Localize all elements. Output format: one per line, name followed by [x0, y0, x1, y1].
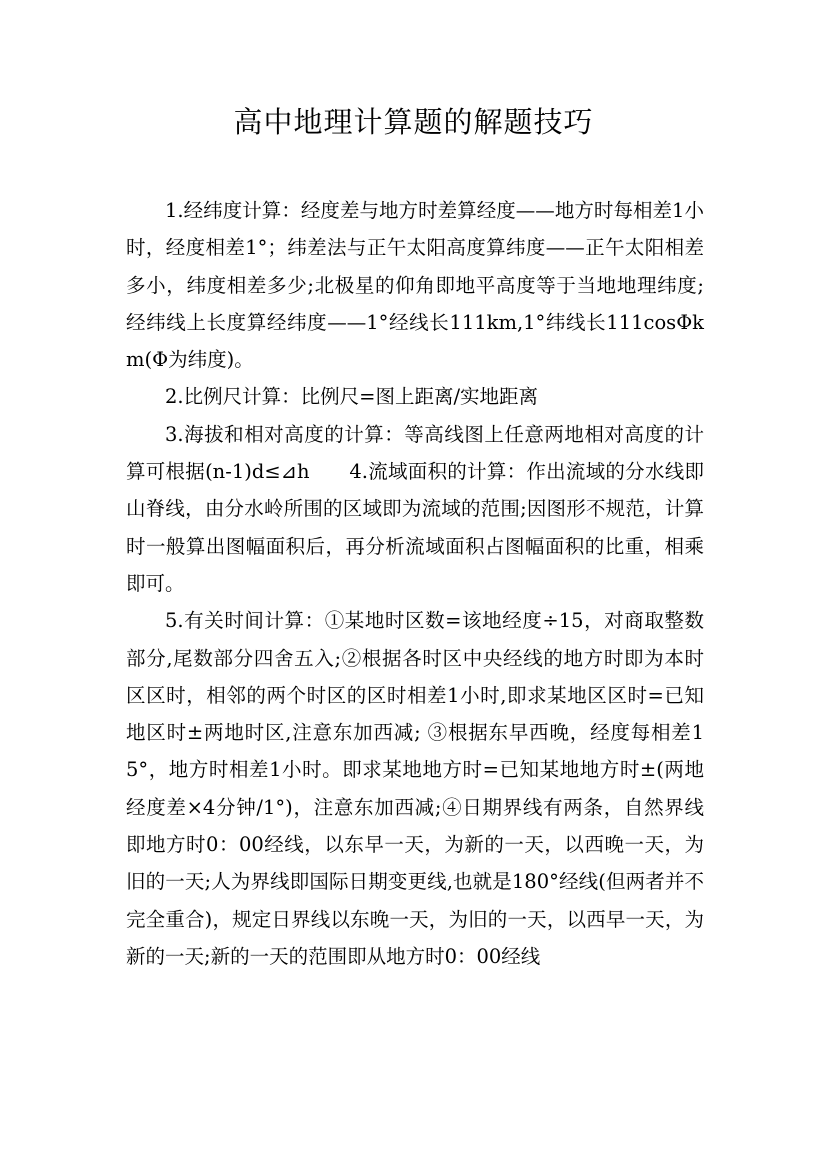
paragraph-time-calculation: 5.有关时间计算：①某地时区数=该地经度÷15，对商取整数部分,尾数部分四舍五入;②根据各时区中央经线的地方时即为本时区区时，相邻的两个时区的区时相差1小时,即求某地区区时=已知地区时±两地时区,注意东加西减; ③根据东早西晚，经度每相差15°，地方时相差1小时。即求某地地方时=已知某地地方时±(两地经度差×4分钟/1°)，注意东加西减;④日期界线有两条，自然界线即地方时0：00经线，以东早一天，为新的一天，以西晚一天，为旧的一天;人为界线即国际日期变更线,也就是180°经线(但两者并不完全重合)，规定日界线以东晚一天，为旧的一天，以西早一天，为新的一天;新的一天的范围即从地方时0：00经线 — [126, 609, 704, 968]
paragraph-latitude-longitude: 1.经纬度计算：经度差与地方时差算经度——地方时每相差1小时，经度相差1°；纬差法与正午太阳高度算纬度——正午太阳相差多小，纬度相差多少;北极星的仰角即地平高度等于当地地理纬度;经纬线上长度算经纬度——1°经线长111km,1°纬线长111cosΦkm(Φ为纬度)。 — [126, 199, 704, 372]
document-title: 高中地理计算题的解题技巧 — [233, 105, 594, 139]
paragraph-elevation-basin: 3.海拔和相对高度的计算：等高线图上任意两地相对高度的计算可根据(n-1)d≤⊿h 4.流域面积的计算：作出流域的分水线即山脊线，由分水岭所围的区域即为流域的范围;因图形不规范，计算时一般算出图幅面积后，再分析流域面积占图幅面积的比重，相乘即可。 — [126, 422, 704, 595]
paragraph-scale: 2.比例尺计算：比例尺=图上距离/实地距离 — [165, 385, 539, 409]
document-body — [126, 192, 704, 975]
